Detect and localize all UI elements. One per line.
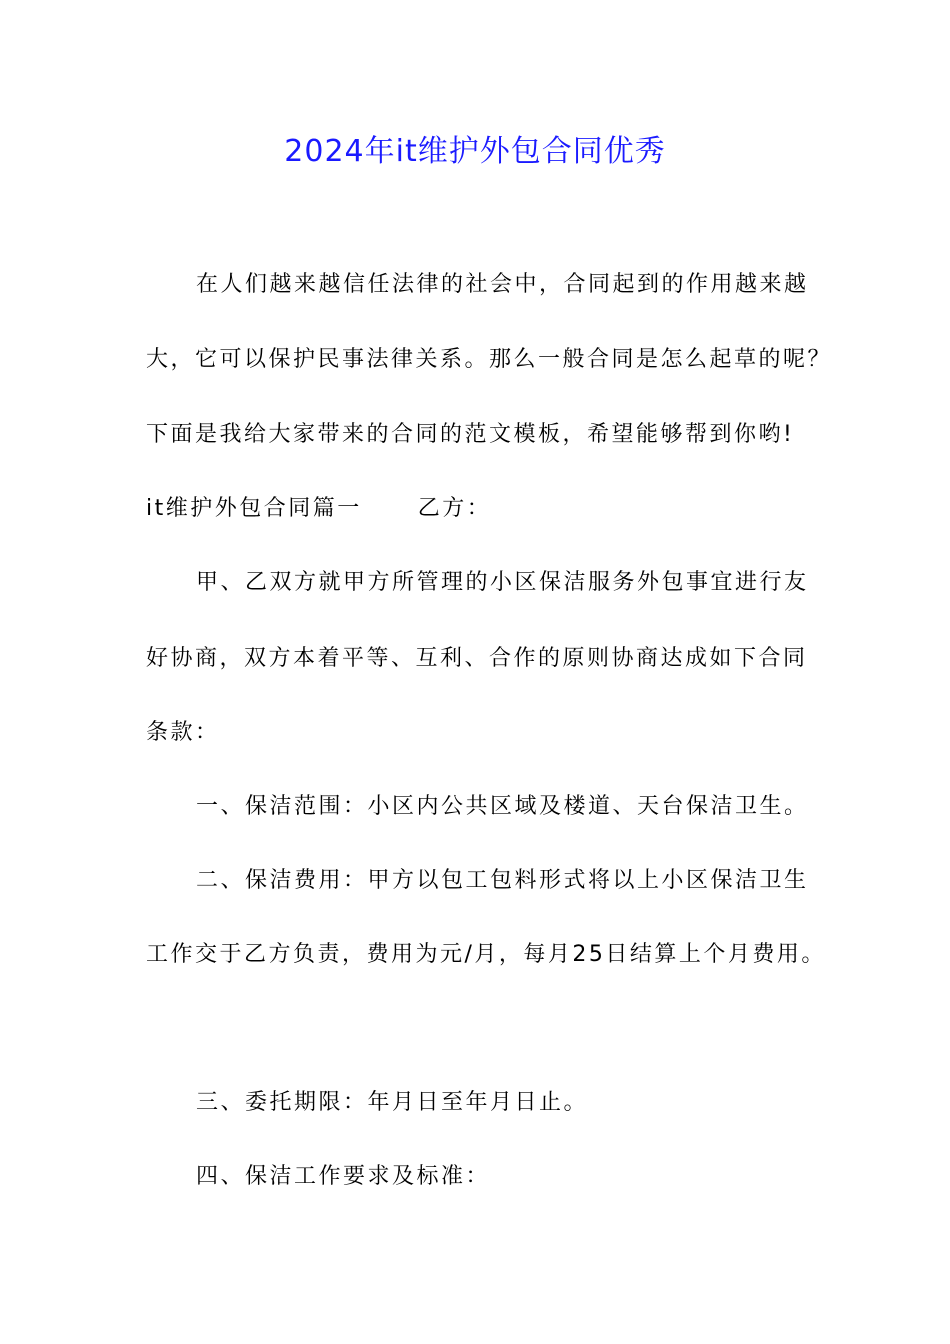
para2-line-1: 甲、乙双方就甲方所管理的小区保洁服务外包事宜进行友 xyxy=(196,570,809,595)
intro-line-1: 在人们越来越信任法律的社会中，合同起到的作用越来越 xyxy=(196,272,809,297)
clause-2-line-1: 二、保洁费用：甲方以包工包料形式将以上小区保洁卫生 xyxy=(196,868,809,893)
intro-line-2: 大，它可以保护民事法律关系。那么一般合同是怎么起草的呢？ xyxy=(146,347,833,372)
clause-3: 三、委托期限：年月日至年月日止。 xyxy=(196,1090,589,1115)
contract-heading-title: it维护外包合同篇一 xyxy=(146,496,362,521)
clause-2-line-2: 工作交于乙方负责，费用为元/月，每月25日结算上个月费用。 xyxy=(146,942,826,967)
intro-line-3: 下面是我给大家带来的合同的范文模板，希望能够帮到你哟! xyxy=(146,422,795,447)
party-b-label: 乙方： xyxy=(417,496,492,521)
para2-line-3: 条款： xyxy=(146,720,220,745)
clause-4: 四、保洁工作要求及标准： xyxy=(196,1164,491,1189)
clause-1: 一、保洁范围：小区内公共区域及楼道、天台保洁卫生。 xyxy=(196,794,809,819)
contract-heading xyxy=(146,494,491,524)
document-title: 2024年it维护外包合同优秀 xyxy=(284,134,666,169)
para2-line-2: 好协商，双方本着平等、互利、合作的原则协商达成如下合同 xyxy=(146,646,808,671)
